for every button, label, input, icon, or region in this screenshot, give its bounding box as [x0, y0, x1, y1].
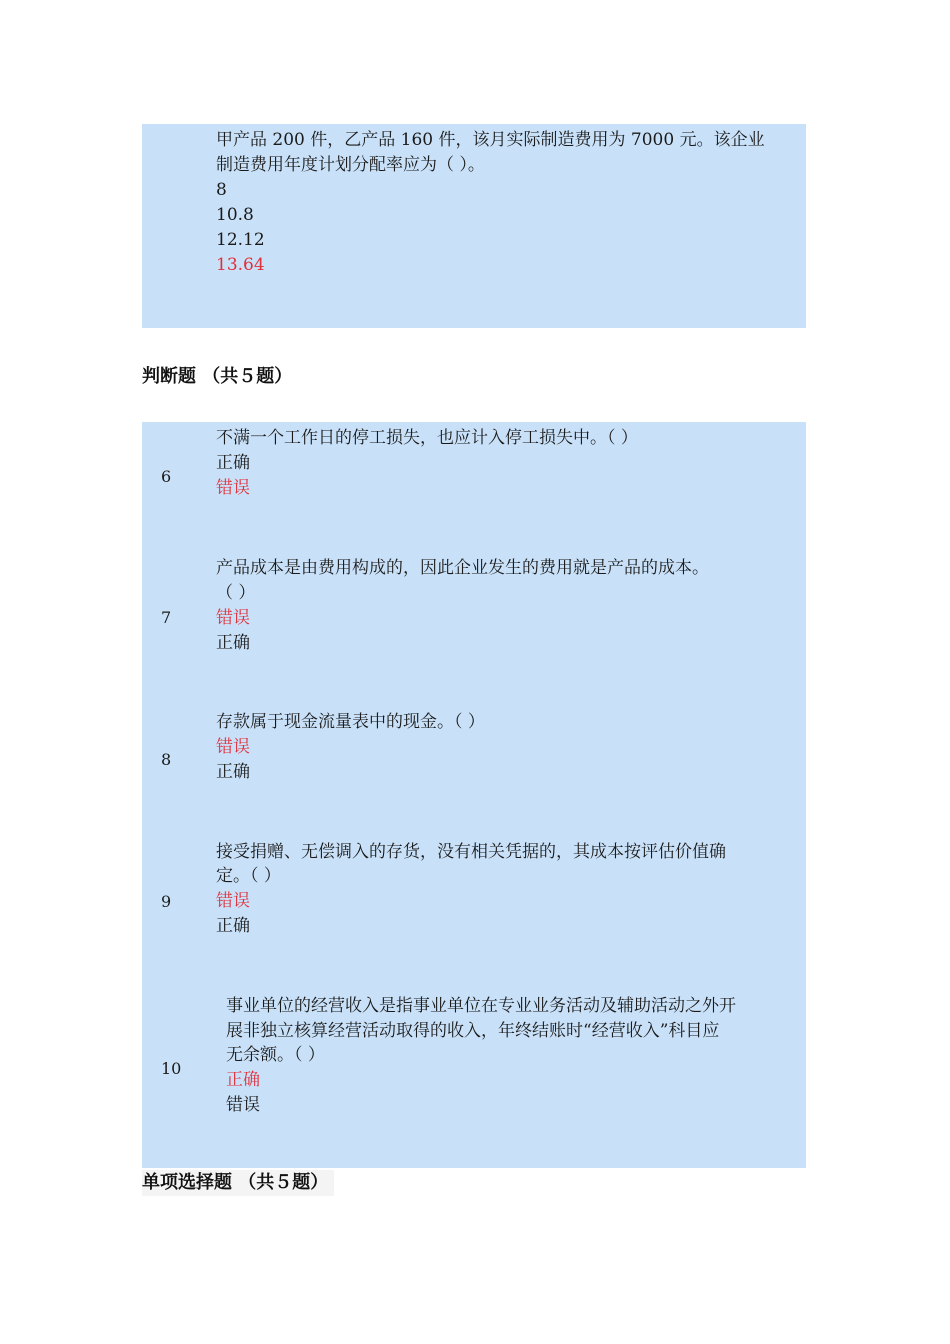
question-7-text-line1: 产品成本是由费用构成的，因此企业发生的费用就是产品的成本。	[216, 558, 709, 578]
question-6-option-2-answer[interactable]: 错误	[216, 478, 250, 498]
question-9-text-line2: 定。（ ）	[216, 866, 281, 886]
section-title-judgment: 判断题 （共５题）	[142, 366, 293, 387]
question-5-option-3[interactable]: 12.12	[216, 230, 265, 250]
question-10-number: 10	[161, 1059, 182, 1078]
question-10-text-line1: 事业单位的经营收入是指事业单位在专业业务活动及辅助活动之外开	[226, 996, 736, 1016]
question-9-number: 9	[161, 892, 172, 911]
question-7-option-2[interactable]: 正确	[216, 633, 250, 653]
question-10-text-line2: 展非独立核算经营活动取得的收入，年终结账时“经营收入”科目应	[226, 1021, 720, 1041]
question-5-text-line2: 制造费用年度计划分配率应为（ ）。	[216, 155, 485, 175]
question-10-option-2[interactable]: 错误	[226, 1095, 260, 1115]
question-8-option-1-answer[interactable]: 错误	[216, 737, 250, 757]
question-5-option-4-answer[interactable]: 13.64	[216, 255, 265, 275]
question-5-option-2[interactable]: 10.8	[216, 205, 254, 225]
question-6-option-1[interactable]: 正确	[216, 453, 250, 473]
question-5-option-1[interactable]: 8	[216, 180, 227, 200]
question-6-number: 6	[161, 467, 172, 486]
question-8-text: 存款属于现金流量表中的现金。（ ）	[216, 712, 485, 732]
question-7-option-1-answer[interactable]: 错误	[216, 608, 250, 628]
question-6-text: 不满一个工作日的停工损失，也应计入停工损失中。（ ）	[216, 428, 638, 448]
section-title-single-choice: 单项选择题 （共５题）	[142, 1170, 334, 1196]
question-7-text-line2: （ ）	[216, 583, 256, 603]
question-7-number: 7	[161, 608, 172, 627]
question-9-option-1-answer[interactable]: 错误	[216, 891, 250, 911]
question-9-option-2[interactable]: 正确	[216, 916, 250, 936]
question-5-text-line1: 甲产品 200 件，乙产品 160 件，该月实际制造费用为 7000 元。该企业	[216, 130, 765, 150]
question-10-option-1-answer[interactable]: 正确	[226, 1070, 260, 1090]
question-8-number: 8	[161, 750, 172, 769]
question-9-text-line1: 接受捐赠、无偿调入的存货，没有相关凭据的，其成本按评估价值确	[216, 842, 726, 862]
question-8-option-2[interactable]: 正确	[216, 762, 250, 782]
question-10-text-line3: 无余额。（ ）	[226, 1045, 325, 1065]
